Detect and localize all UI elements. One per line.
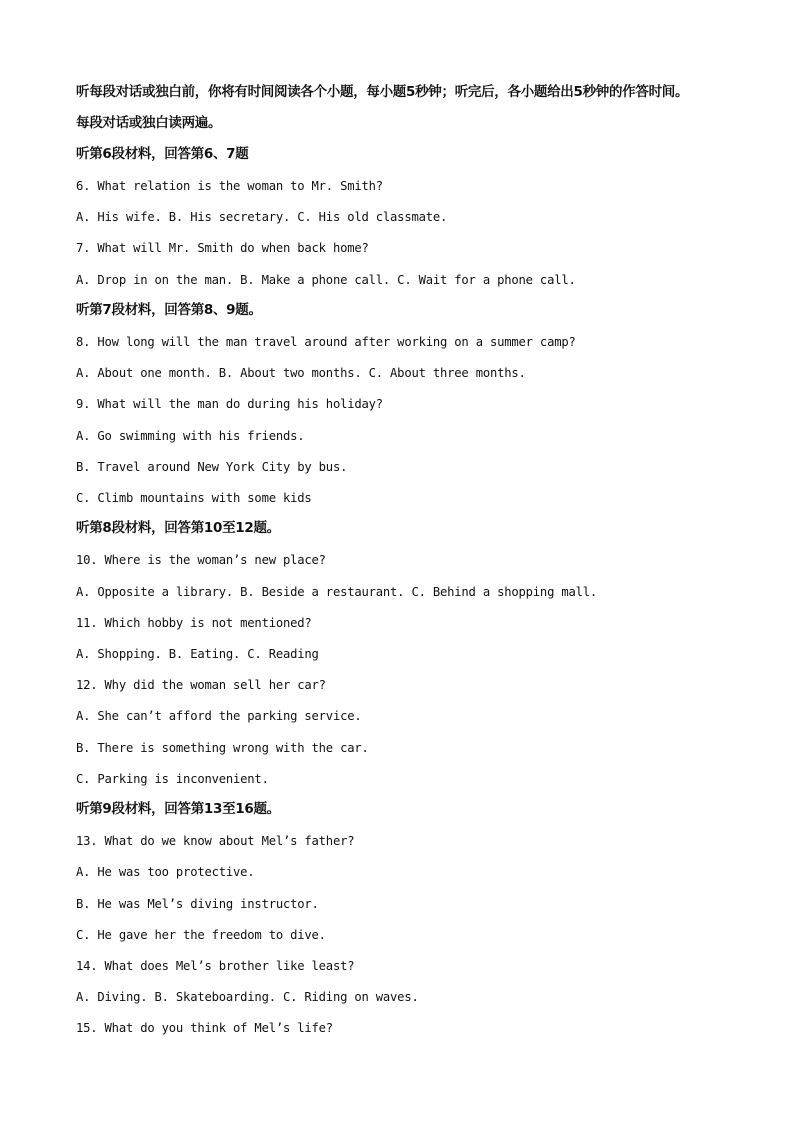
question-8: 8. How long will the man travel around after working on a summer camp? — [76, 335, 576, 349]
document-page — [76, 0, 776, 1123]
option-12a: A. She can’t afford the parking service. — [76, 709, 362, 723]
option-12c: C. Parking is inconvenient. — [76, 772, 269, 786]
question-6: 6. What relation is the woman to Mr. Smith? — [76, 179, 383, 193]
option-9a: A. Go swimming with his friends. — [76, 429, 305, 443]
option-13c: C. He gave her the freedom to dive. — [76, 928, 326, 942]
question-15: 15. What do you think of Mel’s life? — [76, 1021, 333, 1035]
section-heading-8: 听第8段材料，回答第10至12题。 — [76, 520, 280, 536]
instructions-line-2: 每段对话或独白读两遍。 — [76, 115, 222, 131]
section-heading-9: 听第9段材料，回答第13至16题。 — [76, 801, 280, 817]
question-10: 10. Where is the woman’s new place? — [76, 553, 326, 567]
options-7: A. Drop in on the man. B. Make a phone call. C. Wait for a phone call. — [76, 273, 576, 287]
question-7: 7. What will Mr. Smith do when back home? — [76, 241, 369, 255]
option-9b: B. Travel around New York City by bus. — [76, 460, 348, 474]
option-13a: A. He was too protective. — [76, 865, 255, 879]
question-13: 13. What do we know about Mel’s father? — [76, 834, 355, 848]
question-12: 12. Why did the woman sell her car? — [76, 678, 326, 692]
options-14: A. Diving. B. Skateboarding. C. Riding on waves. — [76, 990, 419, 1004]
option-13b: B. He was Mel’s diving instructor. — [76, 897, 319, 911]
option-9c: C. Climb mountains with some kids — [76, 491, 312, 505]
section-heading-6: 听第6段材料，回答第6、7题 — [76, 146, 249, 162]
options-11: A. Shopping. B. Eating. C. Reading — [76, 647, 319, 661]
options-8: A. About one month. B. About two months. C. About three months. — [76, 366, 526, 380]
question-11: 11. Which hobby is not mentioned? — [76, 616, 312, 630]
option-12b: B. There is something wrong with the car. — [76, 741, 369, 755]
options-10: A. Opposite a library. B. Beside a restaurant. C. Behind a shopping mall. — [76, 585, 598, 599]
instructions-line-1: 听每段对话或独白前，你将有时间阅读各个小题，每小题5秒钟；听完后，各小题给出5秒钟的作答时间。 — [76, 84, 689, 100]
question-14: 14. What does Mel’s brother like least? — [76, 959, 355, 973]
section-heading-7: 听第7段材料，回答第8、9题。 — [76, 302, 262, 318]
options-6: A. His wife. B. His secretary. C. His old classmate. — [76, 210, 448, 224]
question-9: 9. What will the man do during his holiday? — [76, 397, 383, 411]
